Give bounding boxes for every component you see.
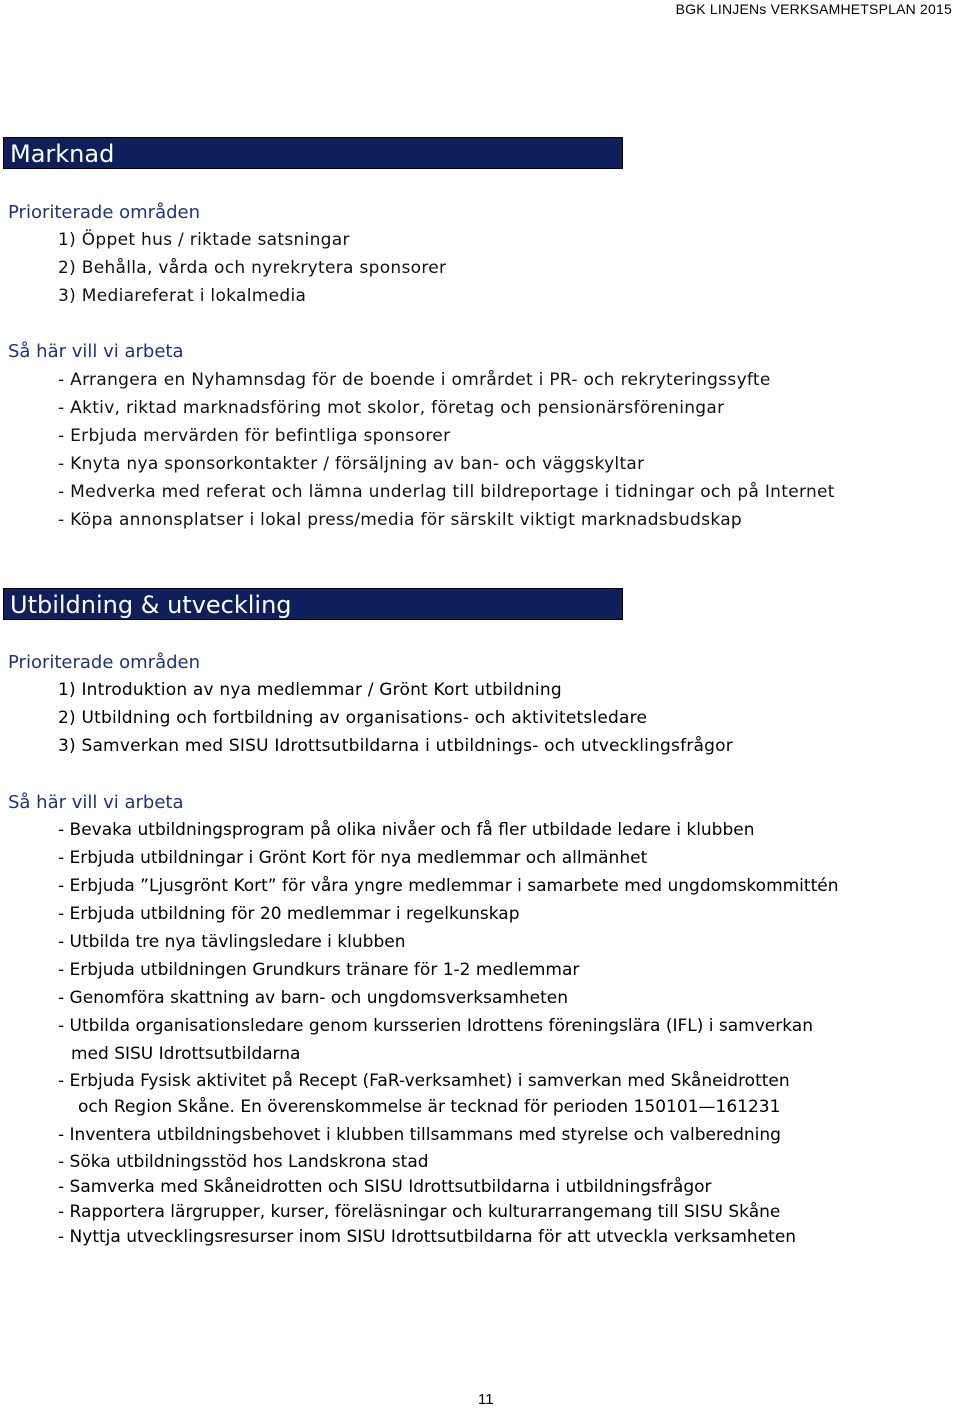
list-item: - Arrangera en Nyhamnsdag för de boende i områrdet i PR- och rekryteringssyfte xyxy=(58,370,771,390)
list-item: - Erbjuda utbildning för 20 medlemmar i regelkunskap xyxy=(58,904,520,924)
list-item: 1) Introduktion av nya medlemmar / Grönt Kort utbildning xyxy=(58,680,562,700)
action-list-utbildning xyxy=(58,816,838,1250)
list-item: - Aktiv, riktad marknadsföring mot skolor, företag och pensionärsföreningar xyxy=(58,398,725,418)
list-item: - Erbjuda mervärden för befintliga sponsorer xyxy=(58,426,451,446)
list-item: 3) Mediareferat i lokalmedia xyxy=(58,286,307,306)
section-title-marknad: Marknad xyxy=(3,137,623,169)
list-item: - Samverka med Skåneidrotten och SISU Idrottsutbildarna i utbildningsfrågor xyxy=(58,1177,712,1197)
list-item: 3) Samverkan med SISU Idrottsutbildarna i utbildnings- och utvecklingsfrågor xyxy=(58,736,733,756)
list-item: - Inventera utbildningsbehovet i klubben tillsammans med styrelse och valberedning xyxy=(58,1125,781,1145)
running-header: BGK LINJENs VERKSAMHETSPLAN 2015 xyxy=(675,1,952,17)
list-item: 1) Öppet hus / riktade satsningar xyxy=(58,230,350,250)
list-item-continuation: med SISU Idrottsutbildarna xyxy=(71,1044,301,1064)
list-item: - Erbjuda utbildningen Grundkurs tränare för 1-2 medlemmar xyxy=(58,960,580,980)
list-item: - Erbjuda utbildningar i Grönt Kort för nya medlemmar och allmänhet xyxy=(58,848,648,868)
list-item: - Nyttja utvecklingsresurser inom SISU Idrottsutbildarna för att utveckla verksamheten xyxy=(58,1227,797,1247)
priority-heading-marknad: Prioriterade områden xyxy=(8,202,201,223)
priority-list-marknad xyxy=(58,226,446,310)
list-item: - Knyta nya sponsorkontakter / försäljning av ban- och väggskyltar xyxy=(58,454,645,474)
list-item: - Utbilda organisationsledare genom kursserien Idrottens föreningslära (IFL) i samverkan xyxy=(58,1016,813,1036)
list-item: 2) Utbildning och fortbildning av organisations- och aktivitetsledare xyxy=(58,708,648,728)
priority-heading-utbildning: Prioriterade områden xyxy=(8,652,201,673)
list-item: - Erbjuda ”Ljusgrönt Kort” för våra yngre medlemmar i samarbete med ungdomskommittén xyxy=(58,876,839,896)
list-item: - Medverka med referat och lämna underlag till bildreportage i tidningar och på Internet xyxy=(58,482,835,502)
list-item: - Utbilda tre nya tävlingsledare i klubben xyxy=(58,932,406,952)
action-list-marknad xyxy=(58,366,835,534)
priority-list-utbildning xyxy=(58,676,733,760)
list-item: - Rapportera lärgrupper, kurser, föreläsningar och kulturarrangemang till SISU Skåne xyxy=(58,1202,781,1222)
how-heading-marknad: Så här vill vi arbeta xyxy=(8,341,184,362)
page-number: 11 xyxy=(478,1391,494,1408)
how-heading-utbildning: Så här vill vi arbeta xyxy=(8,792,184,813)
list-item: - Köpa annonsplatser i lokal press/media för särskilt viktigt marknadsbudskap xyxy=(58,510,743,530)
section-title-utbildning: Utbildning & utveckling xyxy=(3,588,623,620)
list-item: - Genomföra skattning av barn- och ungdomsverksamheten xyxy=(58,988,569,1008)
list-item: - Söka utbildningsstöd hos Landskrona stad xyxy=(58,1152,429,1172)
list-item: 2) Behålla, vårda och nyrekrytera sponsorer xyxy=(58,258,447,278)
list-item-continuation: och Region Skåne. En överenskommelse är tecknad för perioden 150101—161231 xyxy=(78,1097,781,1117)
list-item: - Bevaka utbildningsprogram på olika nivåer och få fler utbildade ledare i klubben xyxy=(58,820,755,840)
list-item: - Erbjuda Fysisk aktivitet på Recept (FaR-verksamhet) i samverkan med Skåneidrotten xyxy=(58,1071,790,1091)
